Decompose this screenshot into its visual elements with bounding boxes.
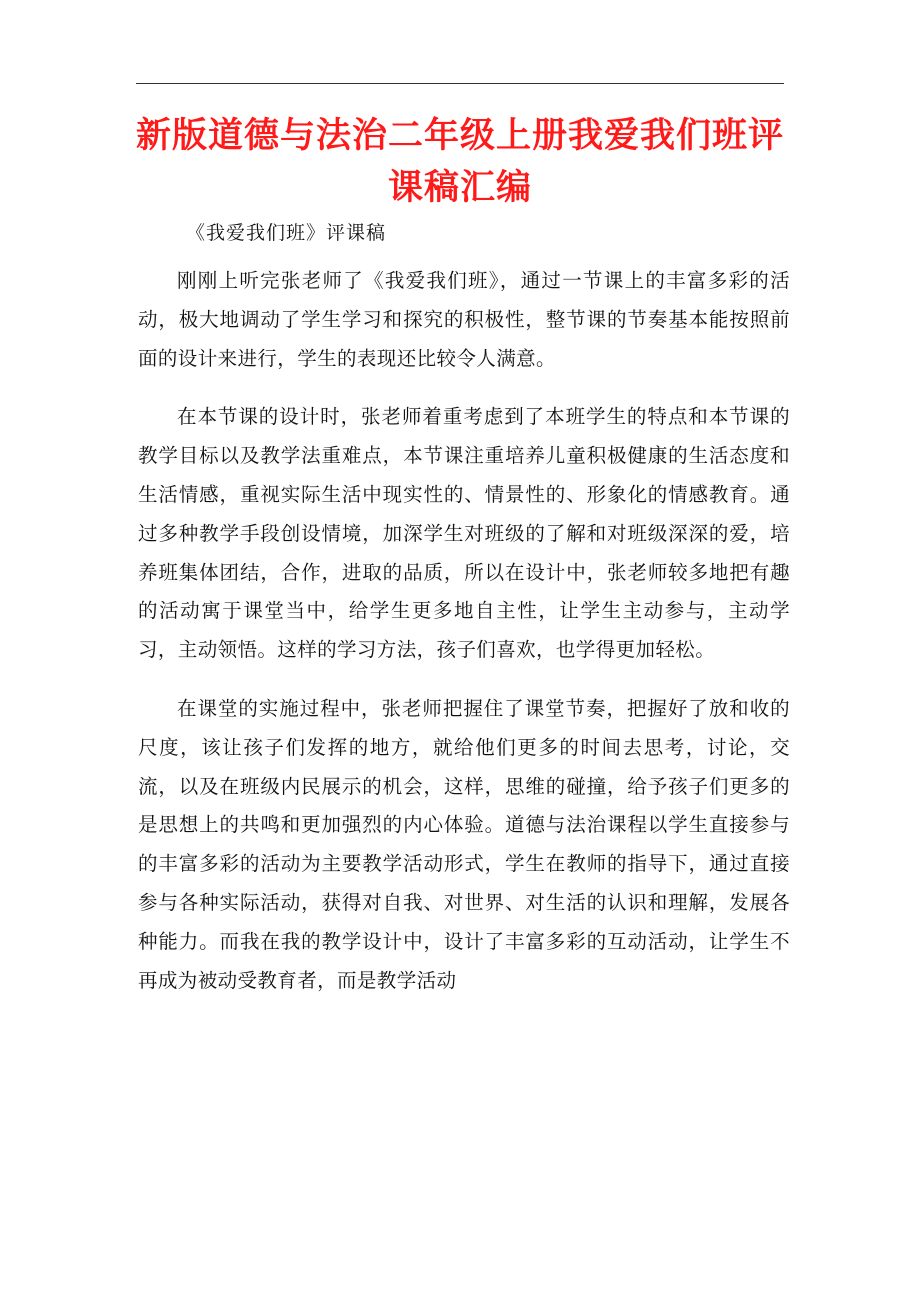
paragraph-2: 在本节课的设计时，张老师着重考虑到了本班学生的特点和本节课的教学目标以及教学法重难点，本节课注重培养儿童积极健康的生活态度和生活情感，重视实际生活中现实性的、情景性的、形象化的情感教育。通过多种教学手段创设情境，加深学生对班级的了解和对班级深深的爱，培养班集体团结，合作，进取的品质，所以在设计中，张老师较多地把有趣的活动寓于课堂当中，给学生更多地自主性，让学生主动参与，主动学习，主动领悟。这样的学习方法，孩子们喜欢，也学得更加轻松。	[138, 405, 790, 662]
document-title: 新版道德与法治二年级上册我爱我们班评课稿汇编	[136, 115, 785, 208]
paragraph-1: 刚刚上听完张老师了《我爱我们班》，通过一节课上的丰富多彩的活动，极大地调动了学生学习和探究的积极性，整节课的节奏基本能按照前面的设计来进行，学生的表现还比较令人满意。	[138, 269, 790, 370]
document-body	[138, 262, 790, 1000]
paragraph-3: 在课堂的实施过程中，张老师把握住了课堂节奏，把握好了放和收的尺度，该让孩子们发挥的地方，就给他们更多的时间去思考，讨论，交流，以及在班级内民展示的机会，这样，思维的碰撞，给予孩子们更多的是思想上的共鸣和更加强烈的内心体验。道德与法治课程以学生直接参与的丰富多彩的活动为主要教学活动形式，学生在教师的指导下，通过直接参与各种实际活动，获得对自我、对世界、对生活的认识和理解，发展各种能力。而我在我的教学设计中，设计了丰富多彩的互动活动，让学生不再成为被动受教育者，而是教学活动	[138, 696, 790, 992]
document-subtitle: 《我爱我们班》评课稿	[186, 222, 387, 244]
header-rule	[136, 83, 784, 84]
